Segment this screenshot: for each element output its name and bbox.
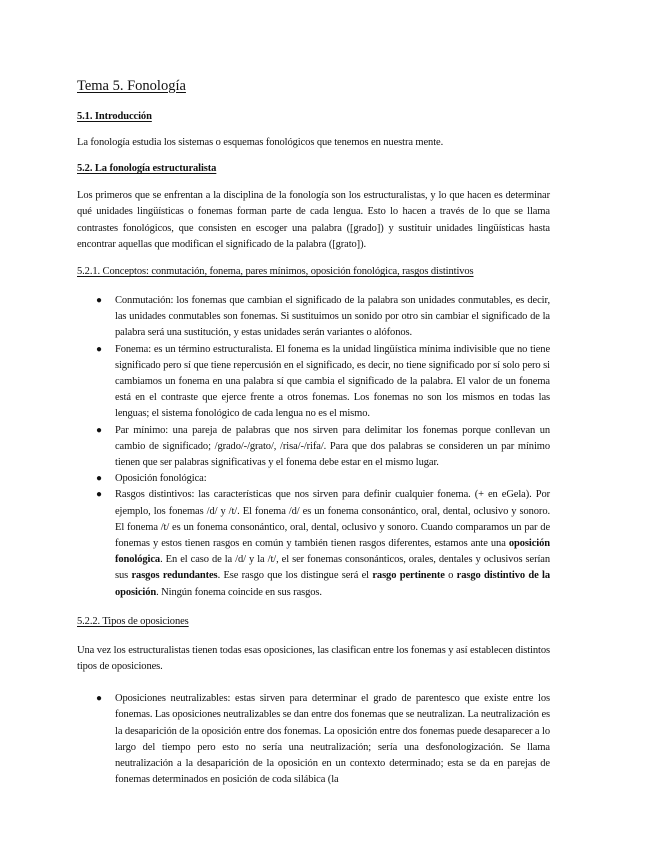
document-title: Tema 5. Fonología <box>77 78 186 94</box>
list-item-text: Fonema: es un término estructuralista. El fonema es la unidad lingüística mínima indivisible que no tiene significado pero sí que tiene repercusión en el significado, es decir, no tiene significado por sí solo pero si cambiamos un fonema en una palabra sí que cambia el significado de la palabra. El valor de un fonema está en el contraste que ejerce frente a otros fonemas. Los fonemas no son los mismos en todas las lenguas; el sistema fonológico de cada lengua no es el mismo. <box>115 343 550 420</box>
bullet-icon: ● <box>96 473 102 485</box>
list-item-rasgos-distintivos <box>77 487 550 600</box>
list-item-text: Conmutación: los fonemas que cambian el significado de la palabra son unidades conmutables, es decir, las unidades conmutables son fonemas. Si sustituimos un sonido por otro sin cambiar el significado de la palabra será una sustitución, y estas unidades serán variantes o alófonos. <box>115 295 550 339</box>
list-item-par-minimo <box>77 423 550 472</box>
bold-term-oposicion-fonologica: oposición fonológica <box>115 538 550 566</box>
bullet-icon: ● <box>96 489 102 501</box>
bullet-icon: ● <box>96 343 102 355</box>
list-item-oposicion-fonologica <box>77 471 550 487</box>
text-run: . Ningún fonema coincide en sus rasgos. <box>156 586 322 598</box>
list-item-text: Par mínimo: una pareja de palabras que nos sirven para delimitar los fonemas porque conllevan un cambio de significado; /grado/-/grato/, /risa/-/rifa/. Para que dos palabras se consideren un par mínimo tienen que ser palabras significativas y el fonema debe estar en el mismo lugar. <box>115 424 550 469</box>
list-item-text: Oposición fonológica: <box>115 473 207 485</box>
list-item-text <box>115 489 550 597</box>
text-run: o <box>444 570 457 582</box>
list-item-text: Oposiciones neutralizables: estas sirven para determinar el grado de parentesco que existe entre los fonemas. Las oposiciones neutralizables se dan entre dos fonemas que se neutralizan. La neutralización es la desaparición de la oposición entre dos fonemas. La oposición entre dos fonemas puede desaparecer a lo largo del tiempo pero esto no sería una neutralización; sería una desfonologización. Se llama neutralización a la desaparición de la oposición en un contexto determinado; esta se da en parejas de fonemas determinados en posición de coda silábica (la <box>115 693 550 786</box>
section-heading-fonologia-estructuralista: 5.2. La fonología estructuralista <box>77 163 217 175</box>
list-item-fonema <box>77 342 550 423</box>
bold-term-rasgo-pertinente: rasgo pertinente <box>372 570 445 582</box>
list-item-oposiciones-neutralizables <box>77 691 550 788</box>
list-item-conmutacion <box>77 293 550 342</box>
section-heading-introduccion: 5.1. Introducción <box>77 111 152 122</box>
paragraph-estructuralistas: Los primeros que se enfrentan a la disciplina de la fonología son los estructuralistas, y lo que hacen es determinar qué unidades lingüísticas o fonemas forman parte de cada lengua. Esto lo hacen a través de lo que se llama contrastes fonológicos, que consisten en escoger una palabra ([grado]) y sustituir unidades lingüísticas hasta encontrar aquellas que modifican el significado de la palabra ([grato]). <box>77 190 550 250</box>
oppositions-list <box>77 691 550 788</box>
text-run: . Ese rasgo que los distingue será el <box>217 570 373 582</box>
bullet-icon: ● <box>96 693 102 705</box>
document-body <box>77 76 550 789</box>
subsection-heading-tipos-oposiciones: 5.2.2. Tipos de oposiciones <box>77 615 189 627</box>
bullet-icon: ● <box>96 295 102 307</box>
paragraph-tipos-oposiciones: Una vez los estructuralistas tienen todas esas oposiciones, las clasifican entre los fonemas y así establecen distintos tipos de oposiciones. <box>77 644 550 673</box>
bullet-icon: ● <box>96 424 102 436</box>
bold-term-rasgos-redundantes: rasgos redundantes <box>131 570 218 582</box>
concepts-list <box>77 293 550 601</box>
text-run: . En el caso de la /d/ y la /t/, el ser fonemas consonánticos, orales, dentales y oclusivos serían sus <box>115 554 550 582</box>
paragraph-introduccion: La fonología estudia los sistemas o esquemas fonológicos que tenemos en nuestra mente. <box>77 137 444 148</box>
text-run: Rasgos distintivos: las características que nos sirven para definir cualquier fonema. (+ en eGela). Por ejemplo, los fonemas /d/ y /t/. El fonema /d/ es un fonema consonántico, oral, dental, oclusivo y sonoro. El fonema /t/ es un fonema consonántico, oral, dental, oclusivo y sonoro. Cuando comparamos un par de fonemas y estos tienen rasgos en común y también tienen rasgos diferentes, estamos ante una <box>115 489 550 550</box>
subsection-heading-conceptos: 5.2.1. Conceptos: conmutación, fonema, pares mínimos, oposición fonológica, rasgos distintivos <box>77 266 474 278</box>
bold-term-rasgo-distintivo: rasgo distintivo de la oposición <box>115 570 551 598</box>
